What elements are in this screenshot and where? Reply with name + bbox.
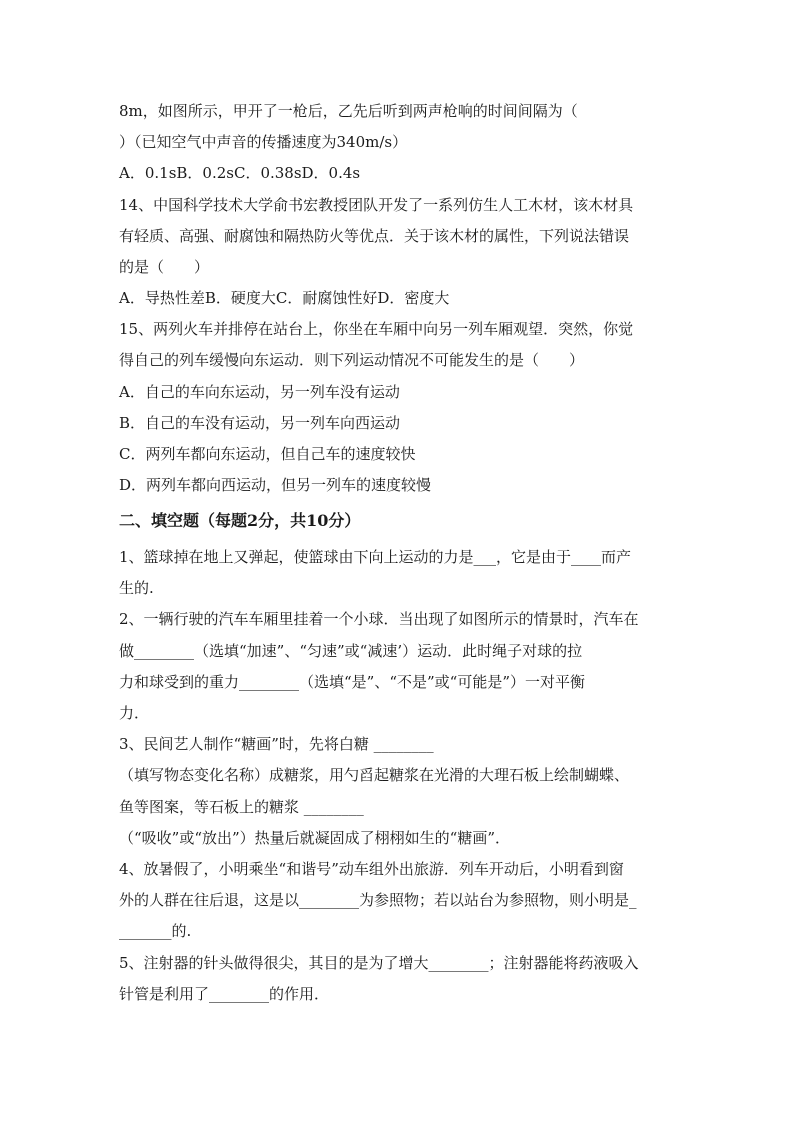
fill-4-text-line-2: 外的人群在往后退，这是以________为参照物；若以站台为参照物，则小明是_ bbox=[119, 891, 637, 909]
fill-3-text-line-4: （“吸收”或“放出”）热量后就凝固成了栩栩如生的“糖画”． bbox=[119, 829, 511, 847]
fill-2-text-line-1: 2、一辆行驶的汽车车厢里挂着一个小球．当出现了如图所示的情景时，汽车在 bbox=[119, 610, 639, 628]
question-14-text-line-2: 有轻质、高强、耐腐蚀和隔热防火等优点．关于该木材的属性，下列说法错误 bbox=[119, 227, 630, 245]
fill-5-text-line-1: 5、注射器的针头做得很尖，其目的是为了增大________；注射器能将药液吸入 bbox=[119, 954, 639, 972]
question-15-option-c: C．两列车都向东运动，但自己车的速度较快 bbox=[119, 445, 416, 463]
section-heading: 二、填空题（每题2分，共10分） bbox=[119, 511, 361, 530]
question-14-options: A．导热性差B．硬度大C．耐腐蚀性好D．密度大 bbox=[119, 289, 450, 307]
question-13-text-line-2: ）（已知空气中声音的传播速度为340m/s） bbox=[119, 133, 408, 151]
fill-1-text-line-1: 1、篮球掉在地上又弹起，使篮球由下向上运动的力是___，它是由于____而产 bbox=[119, 548, 632, 566]
fill-3-text-line-2: （填写物态变化名称）成糖浆，用勺舀起糖浆在光滑的大理石板上绘制蝴蝶、 bbox=[119, 766, 630, 784]
fill-1-text-line-2: 生的. bbox=[119, 579, 154, 597]
question-15-option-a: A．自己的车向东运动，另一列车没有运动 bbox=[119, 383, 400, 401]
fill-4-text-line-3: _______的. bbox=[119, 922, 192, 940]
question-14-text-line-3: 的是（ ） bbox=[119, 258, 210, 276]
fill-2-text-line-3: 力和球受到的重力________（选填“是”、“不是”或“可能是”）一对平衡 bbox=[119, 673, 586, 691]
fill-3-text-line-1: 3、民间艺人制作“糖画”时，先将白糖 ________ bbox=[119, 735, 434, 753]
question-15-text-line-1: 15、两列火车并排停在站台上，你坐在车厢中向另一列车厢观望．突然，你觉 bbox=[119, 320, 634, 338]
question-13-text-line-1: 8m，如图所示，甲开了一枪后，乙先后听到两声枪响的时间间隔为（ bbox=[119, 102, 578, 120]
fill-4-text-line-1: 4、放暑假了，小明乘坐“和谐号”动车组外出旅游．列车开动后，小明看到窗 bbox=[119, 860, 624, 878]
question-14-text-line-1: 14、中国科学技术大学俞书宏教授团队开发了一系列仿生人工木材，该木材具 bbox=[119, 196, 634, 214]
question-15-option-d: D．两列车都向西运动，但另一列车的速度较慢 bbox=[119, 476, 432, 494]
question-15-option-b: B．自己的车没有运动，另一列车向西运动 bbox=[119, 414, 401, 432]
fill-5-text-line-2: 针管是利用了________的作用． bbox=[119, 985, 330, 1003]
fill-3-text-line-3: 鱼等图案，等石板上的糖浆 ________ bbox=[119, 798, 364, 816]
question-13-options: A．0.1sB．0.2sC．0.38sD．0.4s bbox=[119, 164, 361, 182]
question-15-text-line-2: 得自己的列车缓慢向东运动．则下列运动情况不可能发生的是（ ） bbox=[119, 351, 585, 369]
fill-2-text-line-4: 力． bbox=[119, 704, 150, 722]
fill-2-text-line-2: 做________（选填“加速”、“匀速”或“减速’）运动．此时绳子对球的拉 bbox=[119, 642, 583, 660]
